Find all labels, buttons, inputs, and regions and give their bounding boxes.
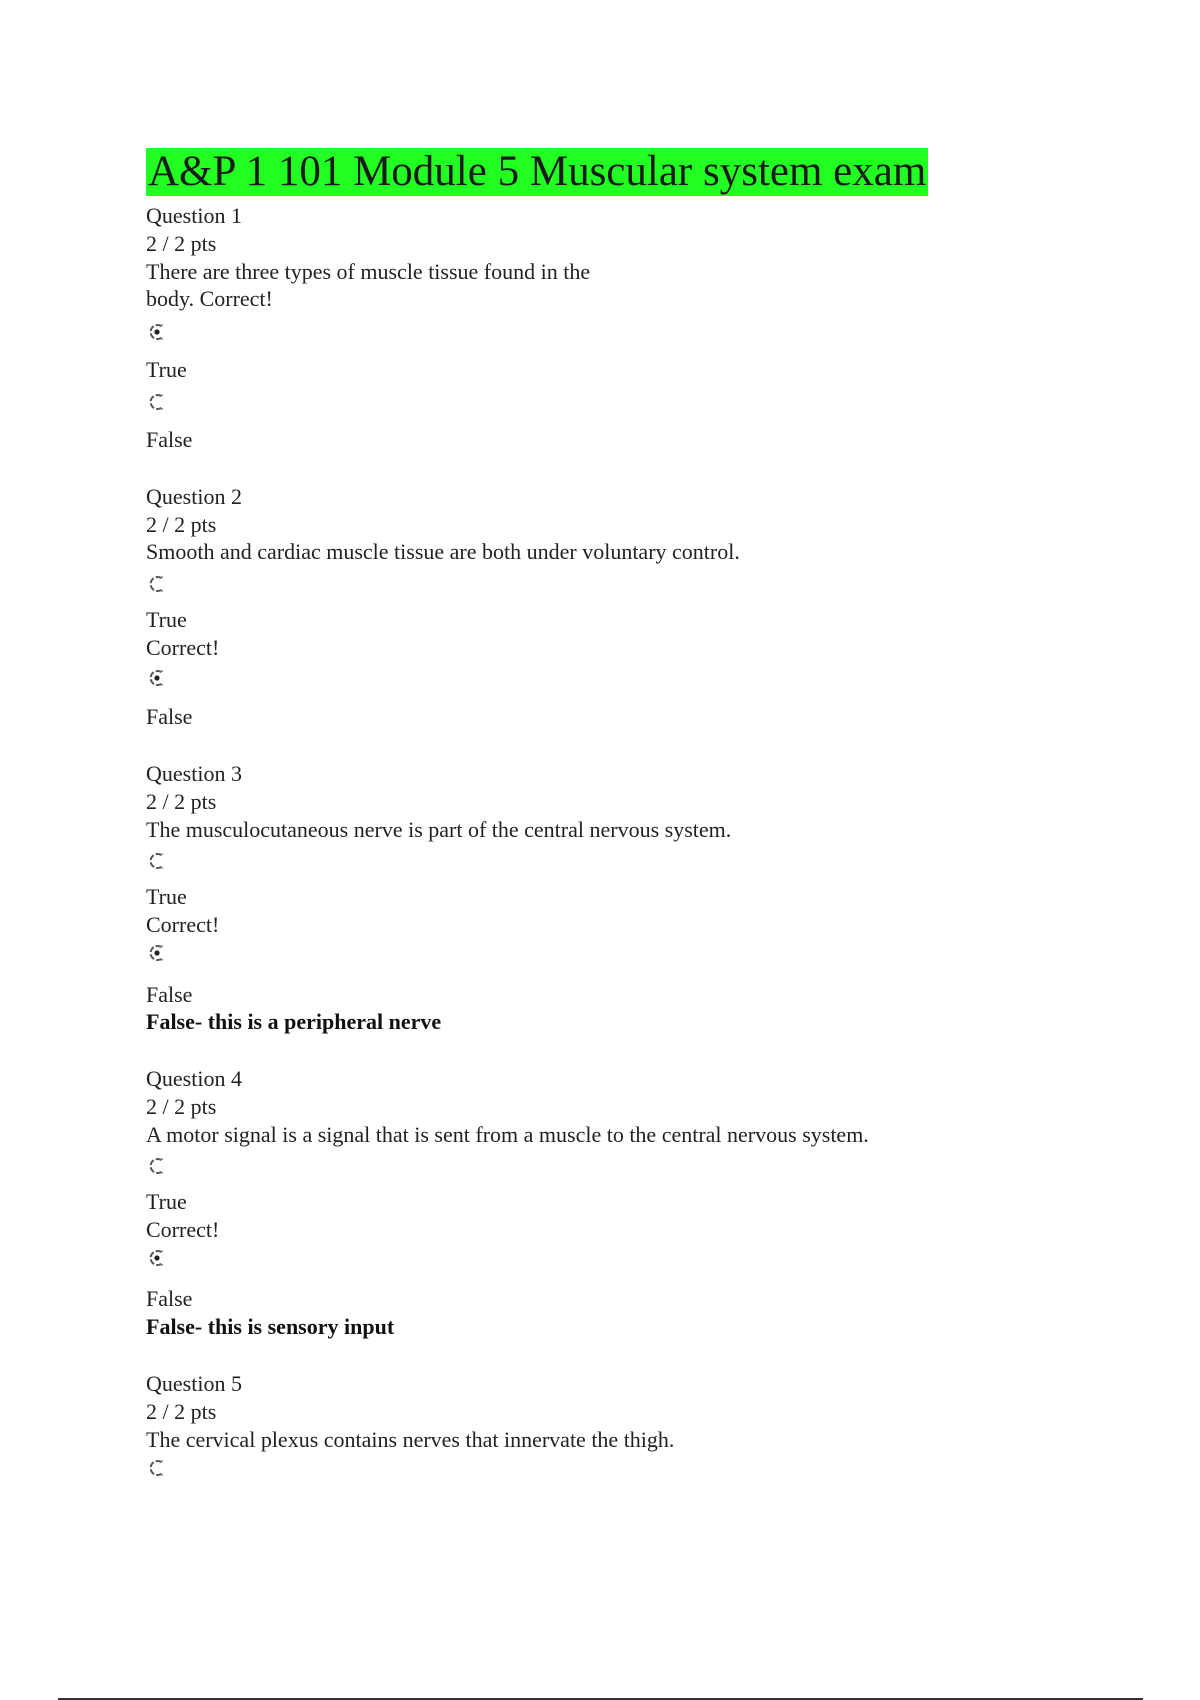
question-4-option-false: False — [146, 1286, 193, 1311]
question-1-label: Question 1 — [146, 203, 242, 228]
radio-selected-icon[interactable] — [147, 668, 167, 688]
question-4-text: A motor signal is a signal that is sent from a muscle to the central nervous system. — [146, 1122, 869, 1147]
radio-selected-icon[interactable] — [147, 1248, 167, 1268]
question-3-correct-marker: Correct! — [146, 912, 220, 937]
radio-empty-icon[interactable] — [147, 574, 167, 594]
radio-selected-icon[interactable] — [147, 322, 167, 342]
page-title: A&P 1 101 Module 5 Muscular system exam — [148, 148, 927, 195]
question-2-points: 2 / 2 pts — [146, 512, 217, 537]
question-3-text: The musculocutaneous nerve is part of the central nervous system. — [146, 817, 732, 842]
question-5-label: Question 5 — [146, 1371, 242, 1396]
question-2-option-true: True — [146, 607, 187, 632]
question-4-feedback: False- this is sensory input — [146, 1314, 395, 1339]
question-4-label: Question 4 — [146, 1066, 242, 1091]
question-3-points: 2 / 2 pts — [146, 789, 217, 814]
radio-empty-icon[interactable] — [147, 1156, 167, 1176]
radio-selected-icon[interactable] — [147, 943, 167, 963]
question-2-option-false: False — [146, 704, 193, 729]
question-4-correct-marker: Correct! — [146, 1217, 220, 1242]
question-3-option-true: True — [146, 884, 187, 909]
question-5-text: The cervical plexus contains nerves that innervate the thigh. — [146, 1427, 675, 1452]
question-1-option-false: False — [146, 427, 193, 452]
question-1-text-continued: body. Correct! — [146, 286, 273, 311]
question-5-points: 2 / 2 pts — [146, 1399, 217, 1424]
question-2-label: Question 2 — [146, 484, 242, 509]
radio-empty-icon[interactable] — [147, 392, 167, 412]
question-2-correct-marker: Correct! — [146, 635, 220, 660]
question-2-text: Smooth and cardiac muscle tissue are both under voluntary control. — [146, 539, 740, 564]
question-1-text: There are three types of muscle tissue found in the — [146, 259, 591, 284]
radio-empty-icon[interactable] — [147, 1458, 167, 1478]
question-4-points: 2 / 2 pts — [146, 1094, 217, 1119]
question-1-option-true: True — [146, 357, 187, 382]
question-3-label: Question 3 — [146, 761, 242, 786]
question-3-option-false: False — [146, 982, 193, 1007]
question-3-feedback: False- this is a peripheral nerve — [146, 1009, 442, 1034]
radio-empty-icon[interactable] — [147, 851, 167, 871]
question-4-option-true: True — [146, 1189, 187, 1214]
question-1-points: 2 / 2 pts — [146, 231, 217, 256]
